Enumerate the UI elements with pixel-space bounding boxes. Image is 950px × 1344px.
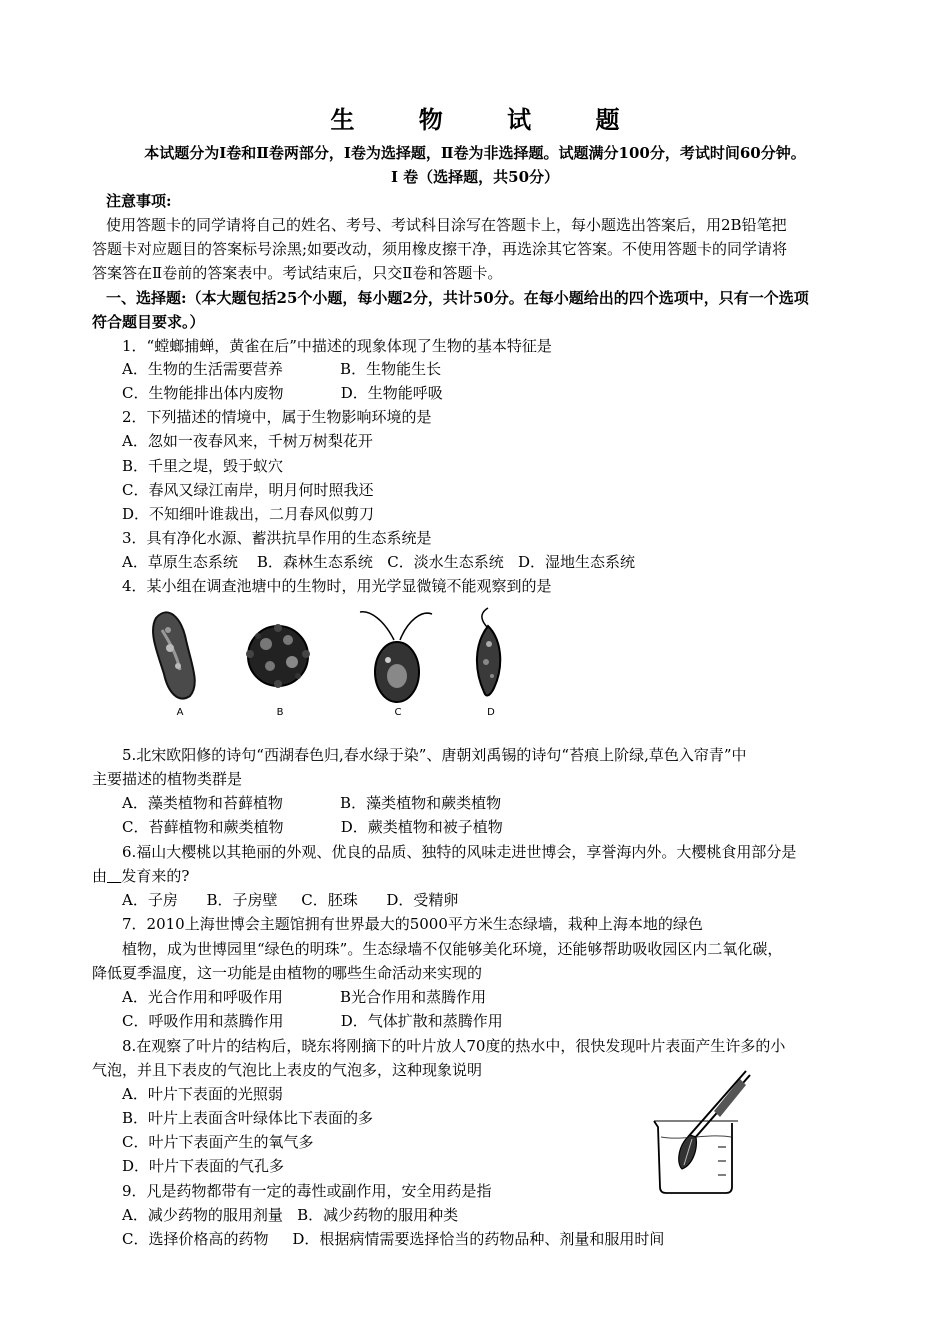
beaker-leaf-figure <box>648 1065 753 1197</box>
question-stem-cont: 主要描述的植物类群是 <box>92 770 243 788</box>
part1-heading: Ⅰ 卷（选择题，共50分） <box>390 168 560 186</box>
section-heading: 一、选择题:（本大题包括25个小题，每小题2分，共计50分。在每小题给出的四个选项中，只有一个选项 <box>106 289 809 307</box>
question-option: A．叶片下表面的光照弱 <box>122 1085 283 1103</box>
question-stem: 4．某小组在调查池塘中的生物时，用光学显微镜不能观察到的是 <box>122 577 552 595</box>
question-stem: 8.在观察了叶片的结构后，晓东将刚摘下的叶片放人70度的热水中，很快发现叶片表面产生许多的小 <box>122 1037 786 1055</box>
leaf-icon <box>679 1135 697 1169</box>
question-stem: 3．具有净化水源、蓄洪抗旱作用的生态系统是 <box>122 529 432 547</box>
question-option: C．叶片下表面产生的氧气多 <box>122 1133 314 1151</box>
question-option: B．千里之堤，毁于蚁穴 <box>122 457 284 475</box>
question-option: A．忽如一夜春风来，千树万树梨花开 <box>122 432 373 450</box>
question-options: A．光合作用和呼吸作用 B光合作用和蒸腾作用 <box>122 988 487 1006</box>
question-stem: 7．2010上海世博会主题馆拥有世界最大的5000平方米生态绿墙，栽种上海本地的绿色 <box>122 915 703 933</box>
question-stem: 2．下列描述的情境中，属于生物影响环境的是 <box>122 408 432 426</box>
question-stem: 1．“螳螂捕蝉，黄雀在后”中描述的现象体现了生物的基本特征是 <box>122 337 552 355</box>
stem-text: 由 <box>92 867 108 885</box>
question-options: C．呼吸作用和蒸腾作用 D．气体扩散和蒸腾作用 <box>122 1012 503 1030</box>
organism-a-image <box>153 612 195 698</box>
question-options: A．草原生态系统 B．森林生态系统 C．淡水生态系统 D．湿地生态系统 <box>122 553 636 571</box>
tweezers-icon <box>688 1071 750 1139</box>
figure-label: A <box>176 707 184 718</box>
question-stem: 6.福山大樱桃以其艳丽的外观、优良的品质、独特的风味走进世博会，享誉海内外。大樱桃食用部分是 <box>122 843 797 861</box>
question-option: C．春风又绿江南岸，明月何时照我还 <box>122 481 374 499</box>
question-options: C．苔藓植物和蕨类植物 D．蕨类植物和被子植物 <box>122 818 503 836</box>
question-option: D．不知细叶谁裁出，二月春风似剪刀 <box>122 505 375 523</box>
figure-label: C <box>394 707 402 718</box>
question-options: C．生物能排出体内废物 D．生物能呼吸 <box>122 384 443 402</box>
answer-blank <box>107 867 121 885</box>
question-stem-cont <box>92 864 189 888</box>
organism-b-image <box>246 624 310 688</box>
notice-line: 使用答题卡的同学请将自己的姓名、考号、考试科目涂写在答题卡上，每小题选出答案后，用2B铅笔把 <box>106 216 787 234</box>
question-stem-cont: 降低夏季温度，这一功能是由植物的哪些生命活动来实现的 <box>92 964 483 982</box>
stem-text: 发育来的? <box>121 867 190 885</box>
question-option: D．叶片下表面的气孔多 <box>122 1157 285 1175</box>
figure-label: B <box>276 707 284 718</box>
figure-label: D <box>487 707 495 718</box>
exam-title: 生 物 试 题 <box>330 105 648 134</box>
notice-line: 答案答在Ⅱ卷前的答案表中。考试结束后，只交Ⅱ卷和答题卡。 <box>92 264 503 282</box>
microorganism-figure <box>138 600 523 722</box>
question-options: A．子房 B．子房壁 C．胚珠 D．受精卵 <box>122 891 459 909</box>
question-stem-cont: 植物，成为世博园里“绿色的明珠”。生态绿墙不仅能够美化环境，还能够帮助吸收园区内二氧化碳， <box>122 940 783 958</box>
beaker-icon <box>654 1121 738 1193</box>
organism-d-image <box>477 608 500 695</box>
section-heading-cont: 符合题目要求。） <box>92 313 205 331</box>
question-options: C．选择价格高的药物 D．根据病情需要选择恰当的药物品种、剂量和服用时间 <box>122 1230 665 1248</box>
question-stem: 9．凡是药物都带有一定的毒性或副作用，安全用药是指 <box>122 1182 492 1200</box>
question-stem: 5.北宋欧阳修的诗句“西湖春色归,春水绿于染”、唐朝刘禹锡的诗句“苔痕上阶绿,草色入帘青”中 <box>122 746 747 764</box>
notice-heading: 注意事项: <box>106 192 172 210</box>
question-option: B．叶片上表面含叶绿体比下表面的多 <box>122 1109 374 1127</box>
question-options: A．藻类植物和苔藓植物 B．藻类植物和蕨类植物 <box>122 794 502 812</box>
exam-intro: 本试题分为Ⅰ卷和Ⅱ卷两部分，Ⅰ卷为选择题，Ⅱ卷为非选择题。试题满分100分，考试时间60分钟。 <box>144 144 806 162</box>
question-options: A．减少药物的服用剂量 B．减少药物的服用种类 <box>122 1206 459 1224</box>
notice-line: 答题卡对应题目的答案标号涂黑;如要改动，须用橡皮擦干净，再选涂其它答案。不使用答题卡的同学请将 <box>92 240 788 258</box>
question-options: A．生物的生活需要营养 B．生物能生长 <box>122 360 442 378</box>
organism-c-image <box>360 612 432 702</box>
question-stem-cont: 气泡，并且下表皮的气泡比上表皮的气泡多，这种现象说明 <box>92 1061 483 1079</box>
